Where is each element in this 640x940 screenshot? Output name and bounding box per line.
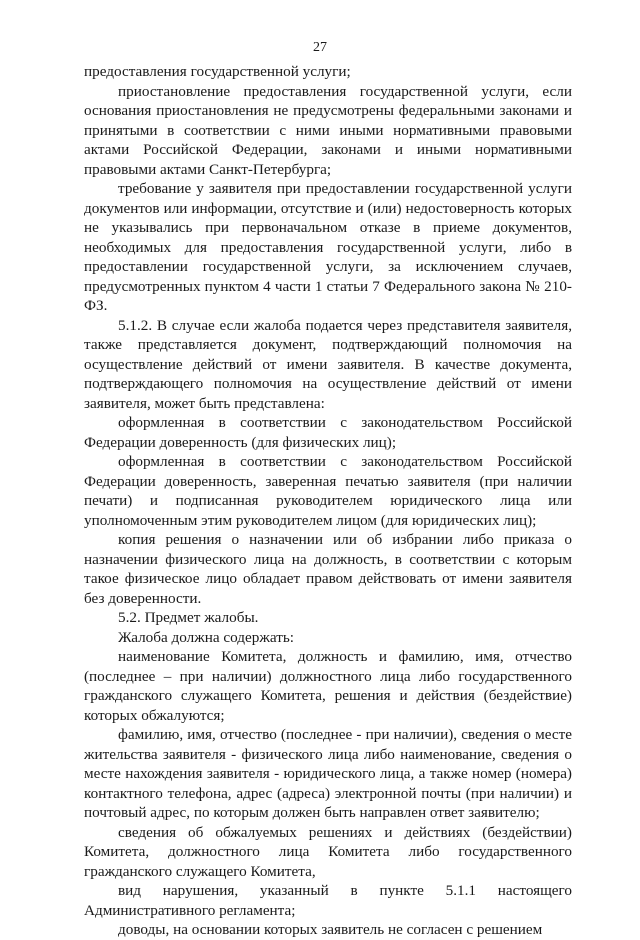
- paragraph: предоставления государственной услуги;: [84, 63, 351, 80]
- section-5-2-heading: 5.2. Предмет жалобы.: [118, 609, 259, 626]
- document-body: [84, 62, 572, 940]
- paragraph: сведения об обжалуемых решениях и действиях (бездействии) Комитета, должностного лица Комитета либо государственного гражданского служащего Комитета,: [84, 823, 572, 880]
- paragraph: приостановление предоставления государственной услуги, если основания приостановления не предусмотрены федеральными законами и принятыми в соответствии с ними иными нормативными правовыми актами Российской Федерации, законами и иными нормативными правовыми актами Санкт-Петербурга;: [84, 82, 572, 178]
- paragraph: оформленная в соответствии с законодательством Российской Федерации доверенность (для физических лиц);: [84, 414, 572, 451]
- page-number: 27: [313, 40, 327, 55]
- paragraph: наименование Комитета, должность и фамилию, имя, отчество (последнее – при наличии) должностного лица либо государственного гражданского служащего Комитета, решения и действия (бездействие) которых обжалуются;: [84, 648, 572, 724]
- paragraph: Жалоба должна содержать:: [118, 628, 294, 646]
- section-5-1-2-paragraph: 5.1.2. В случае если жалоба подается через представителя заявителя, также представляется документ, подтверждающий полномочия на осуществление действий от имени заявителя. В качестве документа, подтверждающего полномочия на осуществление действий от имени заявителя, может быть представлена:: [84, 316, 572, 412]
- paragraph: требование у заявителя при предоставлении государственной услуги документов или информации, отсутствие и (или) недостоверность которых не указывались при первоначальном отказе в приеме документов, необходимых для предоставления государственной услуги, либо в предоставлении государственной услуги, за исключением случаев, предусмотренных пунктом 4 части 1 статьи 7 Федерального закона № 210-ФЗ.: [84, 180, 572, 314]
- paragraph: копия решения о назначении или об избрании либо приказа о назначении физического лица на должность, в соответствии с которым такое физическое лицо обладает правом действовать от имени заявителя без доверенности.: [84, 531, 572, 607]
- paragraph: оформленная в соответствии с законодательством Российской Федерации доверенность, заверенная печатью заявителя (при наличии печати) и подписанная руководителем юридического лица или уполномоченным этим руководителем лицом (для юридических лиц);: [84, 453, 572, 529]
- paragraph: фамилию, имя, отчество (последнее - при наличии), сведения о месте жительства заявителя - физического лица либо наименование, сведения о месте нахождения заявителя - юридического лица, а также номер (номера) контактного телефона, адрес (адреса) электронной почты (при наличии) и почтовый адрес, по которым должен быть направлен ответ заявителю;: [84, 726, 572, 821]
- paragraph: вид нарушения, указанный в пункте 5.1.1 настоящего Административного регламента;: [84, 882, 572, 919]
- paragraph: доводы, на основании которых заявитель не согласен с решением: [118, 921, 543, 938]
